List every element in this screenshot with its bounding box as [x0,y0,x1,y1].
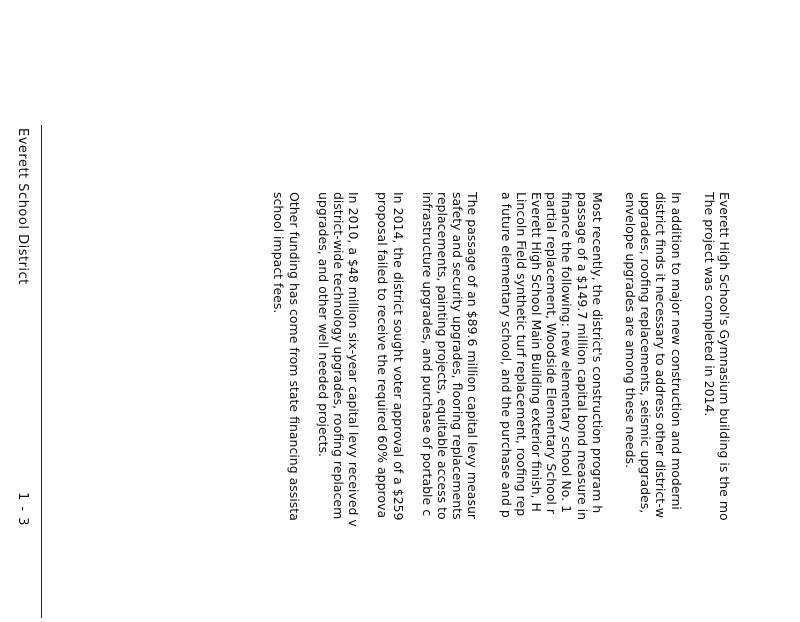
text-line: The project was completed in 2014. [701,192,717,417]
text-line: Most recently, the district's construction program h [589,192,605,514]
text-line: passage of a $149.7 million capital bond measure in [574,192,590,521]
list-item [702,192,732,622]
text-line: The passage of an $89.6 million capital levy measur [465,192,481,520]
list-item [623,192,684,622]
text-line: Lincoln Field synthetic turf replacement, roofing rep [513,192,529,517]
text-line: partial replacement, Woodside Elementary School r [544,192,560,515]
text-line: proposal failed to receive the required 60% approva [375,192,391,519]
text-line: a future elementary school, and the purchase and p [498,192,514,518]
list-item [498,192,604,622]
text-line: envelope upgrades are among these needs. [622,192,638,469]
text-line: district-wide technology upgrades, roofing replacem [330,192,346,520]
text-line: upgrades, and other well needed projects. [315,192,331,457]
list-item [375,192,405,622]
list-item [271,192,301,622]
page-footer [2,0,42,618]
text-line: district finds it necessary to address other district-w [653,192,669,518]
footer-title: Everett School District [15,128,30,285]
footer-divider [41,125,42,618]
text-line: finance the following: new elementary school No. 1 [559,192,575,514]
document-body [261,192,732,622]
text-line: school impact fees. [271,192,287,314]
text-line: In 2010, a $48 million six-year capital levy received v [346,192,362,527]
text-line: infrastructure upgrades, and purchase of portable c [419,192,435,517]
text-line: safety and security upgrades, flooring replacements [450,192,466,520]
text-line: Everett High School's Gymnasium building is the mo [717,192,732,521]
text-line: upgrades, roofing replacements, seismic upgrades, [638,192,654,514]
text-line: Everett High School Main Building exterior finish, H [528,192,544,512]
text-line: In addition to major new construction and moderni [668,192,684,510]
list-item [316,192,362,622]
list-item [420,192,481,622]
text-line: In 2014, the district sought voter approval of a $259 [390,192,406,521]
text-line: replacements, painting projects, equitable access to [434,192,450,520]
text-line: Other funding has come from state financing assista [286,192,302,521]
page-number: 1 - 3 [15,492,30,527]
